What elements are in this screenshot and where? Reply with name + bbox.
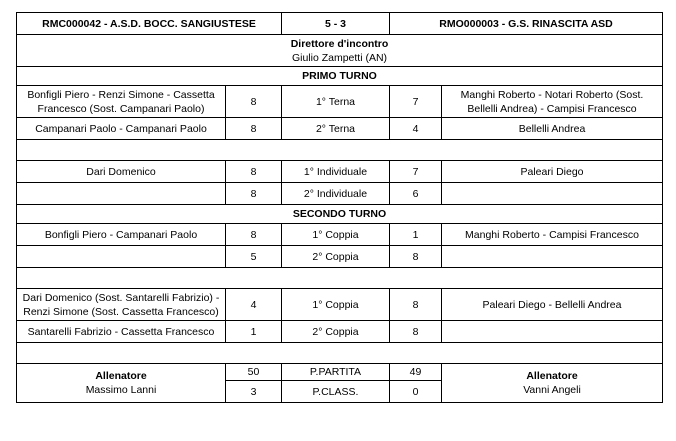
partita-home: 50 — [226, 364, 282, 381]
away-coach-cell — [442, 364, 663, 403]
table-row — [17, 224, 663, 246]
away-players — [442, 246, 663, 268]
away-players: Bellelli Andrea — [442, 118, 663, 140]
home-players — [17, 246, 226, 268]
blank-row — [17, 268, 663, 289]
home-score: 1 — [226, 321, 282, 343]
home-players: Santarelli Fabrizio - Cassetta Francesco — [17, 321, 226, 343]
blank-cell — [17, 268, 663, 289]
game-label: 2° Individuale — [282, 183, 390, 205]
footer-row — [17, 364, 663, 381]
away-score: 1 — [390, 224, 442, 246]
table-row — [17, 289, 663, 321]
table-row — [17, 321, 663, 343]
match-score: 5 - 3 — [282, 13, 390, 35]
away-coach-name: Vanni Angeli — [523, 384, 581, 396]
home-coach-cell — [17, 364, 226, 403]
partita-away: 49 — [390, 364, 442, 381]
away-score: 8 — [390, 289, 442, 321]
home-coach-name: Massimo Lanni — [85, 384, 157, 396]
away-players: Paleari Diego - Bellelli Andrea — [442, 289, 663, 321]
director-row — [17, 35, 663, 67]
section-header — [17, 67, 663, 86]
class-home: 3 — [226, 381, 282, 403]
away-players: Manghi Roberto - Campisi Francesco — [442, 224, 663, 246]
director-label: Direttore d'incontro — [290, 37, 389, 50]
home-score: 8 — [226, 161, 282, 183]
away-players — [442, 321, 663, 343]
away-score: 8 — [390, 246, 442, 268]
game-label: 2° Terna — [282, 118, 390, 140]
blank-row — [17, 140, 663, 161]
blank-row — [17, 343, 663, 364]
match-report-table — [16, 12, 663, 403]
header-row — [17, 13, 663, 35]
home-score: 5 — [226, 246, 282, 268]
home-score: 4 — [226, 289, 282, 321]
table-row — [17, 118, 663, 140]
home-players — [17, 183, 226, 205]
home-players: Dari Domenico — [17, 161, 226, 183]
away-score: 7 — [390, 161, 442, 183]
away-players — [442, 183, 663, 205]
away-players: Manghi Roberto - Notari Roberto (Sost. Bellelli Andrea) - Campisi Francesco — [442, 86, 663, 118]
table-row — [17, 161, 663, 183]
home-score: 8 — [226, 118, 282, 140]
secondo-turno-title: SECONDO TURNO — [17, 205, 663, 224]
director-cell — [17, 35, 663, 67]
blank-cell — [17, 140, 663, 161]
away-score: 4 — [390, 118, 442, 140]
director-name: Giulio Zampetti (AN) — [291, 51, 388, 64]
game-label: 1° Coppia — [282, 289, 390, 321]
away-score: 7 — [390, 86, 442, 118]
home-coach-label: Allenatore — [95, 370, 147, 382]
away-score: 8 — [390, 321, 442, 343]
table-row — [17, 246, 663, 268]
away-team: RMO000003 - G.S. RINASCITA ASD — [390, 13, 663, 35]
home-team: RMC000042 - A.S.D. BOCC. SANGIUSTESE — [17, 13, 282, 35]
away-score: 6 — [390, 183, 442, 205]
primo-turno-title: PRIMO TURNO — [17, 67, 663, 86]
away-players: Paleari Diego — [442, 161, 663, 183]
game-label: 1° Coppia — [282, 224, 390, 246]
table-row — [17, 86, 663, 118]
home-score: 8 — [226, 183, 282, 205]
home-score: 8 — [226, 224, 282, 246]
game-label: 1° Individuale — [282, 161, 390, 183]
home-players: Bonfigli Piero - Renzi Simone - Cassetta Francesco (Sost. Campanari Paolo) — [17, 86, 226, 118]
home-players: Campanari Paolo - Campanari Paolo — [17, 118, 226, 140]
away-coach-label: Allenatore — [526, 370, 578, 382]
table-row — [17, 183, 663, 205]
class-away: 0 — [390, 381, 442, 403]
partita-label: P.PARTITA — [282, 364, 390, 381]
game-label: 2° Coppia — [282, 246, 390, 268]
section-header — [17, 205, 663, 224]
home-players: Dari Domenico (Sost. Santarelli Fabrizio) - Renzi Simone (Sost. Cassetta Francesco) — [17, 289, 226, 321]
game-label: 2° Coppia — [282, 321, 390, 343]
class-label: P.CLASS. — [282, 381, 390, 403]
game-label: 1° Terna — [282, 86, 390, 118]
home-score: 8 — [226, 86, 282, 118]
blank-cell — [17, 343, 663, 364]
home-players: Bonfigli Piero - Campanari Paolo — [17, 224, 226, 246]
